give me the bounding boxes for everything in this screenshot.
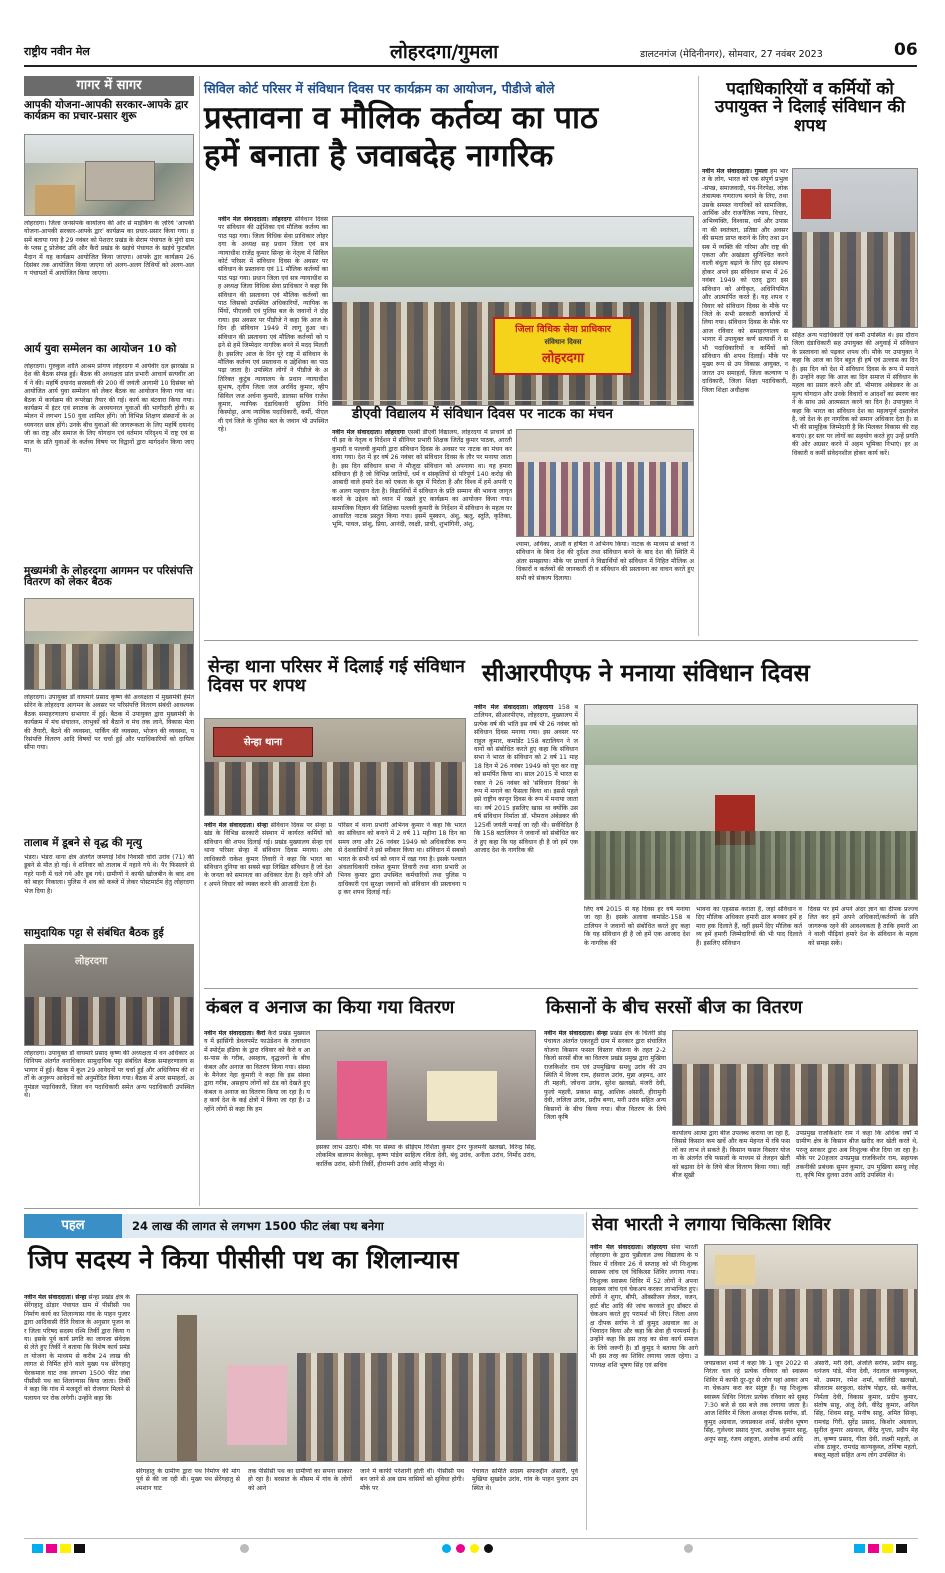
crpf-headline: सीआरपीएफ ने मनाया संविधान दिवस [482,658,810,687]
senha-body-text: संविधान दिवस पर सेन्हा प्रखंड के विभिन्न सरकारी संस्थान में कार्यरत कर्मियों को संविधान की शपथ दिलाई गई। प्रखंड मुख्यालय सेन्हा एवं थाना परिसर सेन्हा में संविधान दिवस मनाया। अंचलाधिकारी राकेश कुमार तिवारी ने कहा कि भारत का संविधान दुनिया का सबसे बड़ा लिखित संविधान है जो देश के जनता को समानता का अधिकार देता है। रहने जीने और अपने विचार को व्यक्त करने की आजादी देता है। [204,822,332,888]
brief-5-photo [24,944,194,1046]
sarson-body-text: प्रखंड क्षेत्र के चितरी डोड़ पंचायत अंतर्गत एकरहुटी ग्राम में सरकार द्वारा संचालित योजना किसान फसल विस्तार योजना के तहत 2-2 किलो सरसों बीज का वितरण प्रखंड प्रमुख द्वारा मुखिया राजकिशोर राम एवं उपमुखिया समधु उरांव की उपस्थिति में विजय राम, हंसराज उरांव, मुन्ना अहमद, आरती महली, जोधना उरांव, सुरेश खलखो, मंजरी देवी, फुलो महली, प्रकाश साहु, आशिक अंसारी, हीरामुनी देवी, ललिता उरांव, प्रदीप बग्गा, मनी उरांव सहित अन्य किसानों के बीच किया गया। बीज वितरण के लिये जिला कृषि [544,1030,666,1122]
lead-body-text: संविधान दिवस पर संविधान की उद्देशिका एवं मौलिक कर्तव्य का पाठ पढ़ा गया। जिला विधिक सेवा प्राधिकार लोहरदगा के अध्यक्ष सह प्रधान जिला एवं सत्र न्यायाधीश राजेंद्र कुमार सिन्हा के नेतृत्व में सिविल कोर्ट परिसर में संविधान दिवस के अवसर पर संविधान के प्रस्तावना एवं 11 मौलिक कर्तव्यों का पाठ पढ़ा गया। प्रधान जिला एवं सत्र न्यायाधीश सह अध्यक्ष जिला विधिक सेवा प्राधिकार ने कहा कि संविधान की प्रस्तावना एवं मौलिक कर्तव्यों का पाठ जिसको उपस्थित अधिकारियों, न्यायिक कर्मियों, पीएलवी एवं पुलिस बल के जवानों ने दोहराया। इस अवसर पर पीडीजे ने कहा कि आज के दिन ही संविधान 1949 में लागू हुआ था। संविधान की प्रस्तावना एवं मौलिक कर्तव्यों को पढ़ने से हमें जिम्मेदार नागरिक बनने में मदद मिलती है। इसलिए आज के दिन पूरे राष्ट्र में संविधान के मौलिक कर्तव्य एवं प्रस्तावना व उद्देशिका का पाठ पढ़ा जाता है। उपस्थित लोगों ने पीडीजे के अतिरिक्त कुटुंब न्यायालय के प्रधान न्यायाधीश सुभाष, तृतीय जिला जज अरविंद कुमार, व्हीप सिविल जज अर्चना कुमारी, डालसा सचिव राजेश कुमार, न्यायिक दंडाधिकारी सुप्रिया निधि किस्पोट्टा, अन्य न्यायिक पदाधिकारी, कर्मी, पीएलवी एवं जिले के पुलिस बल के जवान भी उपस्थित रहे। [218,216,328,434]
seva-photo [704,1244,918,1356]
dav-story [332,400,694,638]
pcc-photo [136,1294,578,1462]
reg-mark-black-right [896,1544,907,1553]
kambal-body-text: कैरो प्रखंड मुख्यालय में झांसिंगी डेवलपमेंट फाउंडेशन के तत्वाधान में स्पोर्ट्स इंडिया के द्वारा रविवार को कैरो व आस-पास के गरीब, असहाय, वृद्धजनों के बीच कंबल और अनाज का वितरण किया गया। संस्था के मैनेजर नेहा कुमारी ने कहा कि इस संस्था द्वारा गरीब, असहाय लोगों को ठंड को देखते हुए कंबल व अनाज का वितरण किया जा रहा है। यह कार्य देश के कई क्षेत्रों में किया जा रहा है। उन्होंने लोगों से कहा कि हम [204,1030,310,1113]
crpf-body-continued-1: लिए वर्ष 2015 से यह दिवस हर वर्ष मनाया जा रहा है। इसके अलावा कमांडेंट-158 बटालियन ने जवानों को संबोधित करते हुए कहा कि यह संविधान ही है जो हमें एक आजाद देश के नागरिक की [584,906,690,947]
mid-rule-2 [204,988,918,989]
dav-headline: डीएवी विद्यालय में संविधान दिवस पर नाटक का मंचन [352,406,613,422]
reg-mark-magenta-right [868,1544,879,1553]
seva-story [590,1212,918,1532]
crpf-body-continued-3: दिवस पर हमें अपने अंदर ज्ञान का दीपक प्रज्ज्वलित कर हमें अपने अधिकारों/कर्तव्यों के प्रति जागरूक रहने की आवश्यकता है ताकि हमारी आने वाली पीढ़ियां हमारे देश के संविधान के महत्व को समझ सकें। [808,906,918,947]
crpf-body-text: 158 बटालियन, सीआरपीएफ, लोहरदगा, मुख्यालय में प्रत्येक वर्ष की भांति इस वर्ष भी 26 नवंबर को संविधान दिवस मनाया गया। इस अवसर पर राहुल कुमार, कमांडेंट 158 बटालियन ने जवानों को संबोधित करते हुए कहा कि संविधान सभा ने भारत के संविधान को 2 वर्ष 11 माह 18 दिन में 26 नवंबर 1949 को पूरा कर राष्ट्र को समर्पित किया था। साल 2015 में भारत सरकार ने 26 नवंबर को 'संविधान दिवस' के रूप में मनाने का फैसला किया था। इससे पहले इसे राष्ट्रीय कानून दिवस के रूप में मनाया जाता था। वर्ष 2015 इसलिए खास था क्योंकि उस वर्ष संविधान निर्माता डॉ. भीमराव अंबेडकर की 125वीं जयंती मनाई जा रही थी। सर्वविदित है कि 158 बटालियन ने जवानों को संबोधित करते हुए कहा कि यह संविधान ही है जो हमें एक आजाद देश के नागरिक की [474,704,578,854]
senha-body-continued: परिसर में थाना प्रभारी अभिनव कुमार ने कहा कि भारत का संविधान को बनाने में 2 वर्ष 11 महीना 18 दिन का समय लगा और 26 नवंबर 1949 को अधिकारिक रूप से देशवासियों ने इसे स्वीकार किया था। संविधान में सबको भारत के सभी धर्म को ध्यान में रखा गया है। इसके पश्चात अंचलाधिकारी राकेश कुमार तिवारी तथा थाना प्रभारी अभिनव कुमार द्वारा उपस्थित कर्मचारियों तथा पुलिस पदाधिकारी एवं सुरक्षा जवानों को संविधान की प्रस्तावना पढ़ कर शपथ दिलाई गई। [338,822,466,897]
pcc-body-continued-4: पंचायत समिति सदस्य सफरुद्दीन अंसारी, पूर्व मुखिया सुखदेव उरांव, गांव के पाहन पुजार उपस्थित थे। [472,1468,578,1492]
oath-body-a-text: हम भारत के लोग, भारत को एक संपूर्ण प्रभुत्व-संपन्न, समाजवादी, पंथ-निरपेक्ष, लोकतंत्रात्मक गणराज्य बनाने के लिए, तथा उसके समस्त नागरिकों को सामाजिक, आर्थिक और राजनैतिक न्याय, विचार, अभिव्यक्ति, विश्वास, धर्म और उपासना की स्वतंत्रता, प्रतिष्ठा और अवसर की समता प्राप्त कराने के लिए तथा उन सब में व्यक्ति की गरिमा और राष्ट्र की एकता और अखंडता सुनिश्चित करने वाली बंधुता बढ़ाने के लिए दृढ़ संकल्प होकर अपने इस संविधान सभा में 26 नवंबर 1949 को एतद् द्वारा इस संविधान को अंगीकृत, अधिनियमित और आत्मार्पित करते हैं। यह शपथ रविवार को संविधान दिवस के मौके पर जिले के सभी सरकारी कार्यालयों में लिया गया। संविधान दिवस के मौके पर आज रविवार को समाहरणालय सभागार में उपायुक्त कर्ण सत्यार्थी ने सभी पदाधिकारियों व कर्मियों को संविधान की शपथ दिलाई। मौके पर मुख्य रूप से उप विकास आयुक्त, नजारत उप समाहर्ता, जिला कल्याण पदाधिकारी, जिला शिक्षा पदाधिकारी, जिला शिक्षा अधीक्षक [702,168,788,394]
lead-photo-banner [493,317,633,375]
pcc-dateline: नवीन मेल संवाददाता। सेन्हा [24,1294,87,1301]
banner-line-3: लोहरदगा [542,351,584,366]
reg-dot-2 [442,1544,451,1553]
registration-bar [24,1538,918,1556]
kambal-headline: कंबल व अनाज का किया गया वितरण [206,997,455,1018]
brief-1-photo [24,134,194,216]
lower-rule [24,1208,918,1209]
masthead [0,0,945,74]
senha-body [204,822,332,982]
left-column-kicker: गागर में सागर [24,76,194,96]
seva-body-continued-1: जयप्रकाश शर्मा ने कहा कि 1 जून 2022 से निरंतर चल रहे प्रत्येक रविवार को स्वास्थ्य शिविर में काफी दूर-दूर से लोग यहां आकर अपना चेकअप करा कर संतुष्ट हैं। यह निःशुल्क स्वास्थ्य शिविर निरंतर प्रत्येक रविवार को सुबह 7:30 बजे से दस बजे तक लगाया जाता है। आज शिविर में जिला अध्यक्ष दीपक सर्राफ, डॉ. कुमुद अग्रवाल, जयप्रकाश शर्मा, संजीव भूषण सिंह, गुलेश्वर प्रसाद गुप्ता, अशोक कुमार साहू, अनूप साहू, रंजय आहूजा, अलोक शर्मा आदि [704,1360,808,1443]
reg-mark-yellow [60,1544,71,1553]
senha-story [204,644,466,984]
reg-dot-1 [240,1544,249,1553]
lead-photo [332,216,694,406]
kambal-caption: इसका लाभ उठाएं। मौके पर संस्था के सीईएम रिशिता कुमार ट्रेनर फुलमनी खलखो, विरेन्द्र सिंह, लोकमित्र बालगम केरकेट्टा, कृष्ण पांडेय साहित्य रविता देवी, बंधु उरांव, अनीता उरांव, निर्मोद उरांव, कार्तिक उरांव, सोनी तिर्की, हीरामनी उरांव आदि मौजूद थे। [316,1144,536,1168]
lead-headline-line-2: हमें बनाता है जवाबदेह नागरिक [204,138,554,174]
lead-kicker: सिविल कोर्ट परिसर में संविधान दिवस पर कार्यक्रम का आयोजन, पीडीजे बोले [204,81,555,96]
lead-headline-line-1: प्रस्तावना व मौलिक कर्तव्य का पाठ [204,100,599,136]
sarson-dateline: नवीन मेल संवाददाता। सेन्हा [544,1030,608,1037]
lead-body [218,216,328,476]
banner-line-2: संविधान दिवस [544,337,582,346]
dav-body-text: एसबी डीएवी विद्यालय, लोहरदगा में प्राचार्य डॉ पी झा के नेतृत्व व निर्देशन में सीनियर प्रभारी शिक्षक जितेंद्र कुमार पाठक, आरती कुमारी व पल्लवी कुमारी द्वारा संविधान दिवस के अवसर पर नाटक का मंचन करवाया गया। देश में हर वर्ष 26 नवंबर को संविधान दिवस के तौर पर मनाया जाता है। इस दिन संविधान सभा ने मौजूदा संविधान को अपनाया था। यह हमारा संविधान ही है जो विभिन्न जातियों, धर्म व संस्कृतियों से परिपूर्ण 140 करोड़ की आबादी वाले हमारे देश को एकता के सूत्र में पिरोता है और विश्व में हमें अपनी एक अलग पहचान देता है। विद्यार्थियों में संविधान के प्रति सम्मान की भावना जागृत करने के उद्देश्य को ध्यान में रखते हुए कार्यक्रम का आयोजन किया गया। सामाजिक विज्ञान की शिक्षिका पल्लवी कुमारी के निर्देशन में संविधान के महत्व पर आधारित नाटक प्रस्तुत किया गया। इसमें मुस्कान, अंशु, ऋतु, स्तुति, कृतिका, भूमि, पायल, प्रांशु, प्रिया, आनंदी, रवक्षी, प्राची, शुभांगिनी, अंशु, [332,429,512,529]
seva-headline: सेवा भारती ने लगाया चिकित्सा शिविर [592,1215,831,1235]
sarson-body [544,1030,666,1202]
crpf-story [474,644,918,984]
pcc-headline: जिप सदस्य ने किया पीसीसी पथ का शिलान्यास [28,1245,459,1274]
dav-photo [516,429,694,537]
pcc-tag: पहल [24,1214,122,1238]
crpf-photo [584,704,918,900]
senha-photo-sign: सेन्हा थाना [243,737,283,748]
senha-dateline: नवीन मेल संवाददाता। सेन्हा [204,822,268,829]
pcc-body-continued-1: सेरेंगहातु के ग्रामीण द्वारा पथ निर्माण की मांग पूर्व से की जा रही थी। मुख्य पथ सेरेंगहातु से श्मशान घाट [136,1468,240,1492]
left-column [24,76,194,1206]
senha-headline: सेन्हा थाना परिसर में दिलाई गई संविधान दिवस पर शपथ [208,657,465,696]
reg-dot-3 [456,1544,465,1553]
pcc-body-continued-3: जाने में काफी परेशानी होती थी। पीसीसी पथ बन जाने से अब ग्राम वासियों को सुविधा होगी। मौके पर [360,1468,464,1492]
seva-dateline: नवीन मेल संवाददाता। लोहरदगा [590,1244,668,1251]
brief-5-photo-sign: लोहरदगा [75,956,108,967]
lower-divider [586,1212,587,1530]
oath-headline: पदाधिकारियों व कर्मियों को उपायुक्त ने दिलाई संविधान की शपथ [715,79,905,136]
brief-4-body: भंडरा। भंडरा थाना क्षेत्र अंतर्गत जमगाई शिव निवासी चोरो उरांव (71) की डूबने से मौत हो गई। वे शनिवार को तालाब में नहाने गये थे। पैर फिसलने से गहरे पानी में चले गये और डूब गये। ग्रामीणों ने काफी खोजबीन के बाद शव को बाहर निकाला। पुलिस ने शव को कब्जे में लेकर पोस्टमार्टम हेतु लोहरदगा भेज दिया है। [24,854,194,895]
brief-5-headline: सामुदायिक पट्टा से संबंधित बैठक हुई [24,927,164,939]
crpf-body-continued-2: भावना का एहसास कराता है, जहां संविधान व दिए मौलिक अधिकार हमारी ढाल बनकर हमें हमारा हक दिलाते हैं, वहीं इसमें दिए मौलिक कर्तव्य हमें हमारी जिम्मेदारियों की भी याद दिलाते हैं। इसलिए संविधान [696,906,802,947]
oath-photo [792,168,918,328]
pcc-body [24,1294,130,1530]
sarson-photo [672,1030,918,1126]
reg-mark-yellow-right [882,1544,893,1553]
kambal-photo [316,1030,536,1140]
brief-3-body: लोहरदगा। उपायुक्त डॉ वाघमारे प्रसाद कृष्ण की अध्यक्षता में मुख्यमंत्री हेमंत सोरेन के लोहरदगा आगमन के अवसर पर परिसंपत्ति वितरण संबंधी आवश्यक बैठक समाहरणालय सभागार में हुई। बैठक में उपायुक्त द्वारा मुख्यमंत्री के कार्यक्रम में मंच संचालन, लाभुकों को बैठाने व मंच तक लाने, विकास मेला की तैयारी, बैठने की व्यवस्था, पार्किंग की व्यवस्था, भोजन की व्यवस्था, परिसंपत्ति वितरण आदि विषयों पर चर्चा हुई और पदाधिकारियों को दायित्व सौंपा गया। [24,694,194,752]
page-number: 06 [894,40,918,60]
pcc-body-text: सेन्हा प्रखंड क्षेत्र के सेरेंगहातु ढोड़ार पंचायत ग्राम में पीसीसी पथ निर्माण कार्य का शिलान्यास गांव के पाहन पुजार द्वारा आदिवासी रीति रिवाज के अनुसार पूजन कर जिला परिषद सदस्य रश्मि तिर्की द्वारा किया गया। इसके पूर्व कार्य प्रगति का जायजा संवेदक से लेते हुए तिर्की ने बताया कि विशेष कार्य प्रमंडल योजना के माध्यम से करीब 24 लाख की लागत से निर्मित होने वाले मुख्य पथ सेरेंगहातु चेरकमाल घाट तक लगभग 1500 फीट लंबा पीसीसी पथ का शिलान्यास किया जाता। तिर्की ने कहा कि गांव में मजदूरों को रोजगार मिलने से पलायन पर रोक लगेगी। उन्होंने कहा कि [24,1294,130,1402]
brief-3-photo [24,598,194,690]
section-title: लोहरदगा/गुमला [390,41,499,63]
seva-body-text: सेवा भारती लोहरदगा के द्वारा पुन्नीलाल उच्च विद्यालय के परिसर में रविवार 26 वें सप्ताह को भी निःशुल्क स्वास्थ्य जांच एवं चिकित्सा शिविर लगाया गया। निःशुल्क स्वास्थ्य शिविर में 52 लोगों ने अपना स्वास्थ्य जांच एवं चेकअप करकर लाभान्वित हुए। लोगों ने शुगर, बीपी, ऑक्सीजन लेवल, वजन, हार्ट बीट आदि की जांच करवाते हुए डॉक्टर से चेकअप करते हुए परामर्श भी लिए। जिला अध्यक्ष दीपक सर्राफ ने डॉ कुमुद अग्रवाल का अभिवादन किया और कहा कि सेवा ही परमधर्म है। उन्होंने कहा कि इस तरह का सेवा कार्य समाज के लिये जरूरी है। डॉ कुमुद ने बताया कि आगे भी इस तरह का शिविर लगाया जाता रहेगा। उपाध्यक्ष शशि भूषण सिंह एवं सचिव [590,1244,698,1369]
brief-1-headline: आपकी योजना-आपकी सरकार-आपके द्वार कार्यक्रम का प्रचार-प्रसार शुरू [24,99,189,123]
banner-line-1: जिला विधिक सेवा प्राधिकार [515,324,611,335]
oath-story [702,76,918,636]
crpf-dateline: नवीन मेल संवाददाता। लोहरदगा [474,704,554,711]
mid-rule-1 [204,640,918,641]
dav-dateline: नवीन मेल संवाददाता। लोहरदगा [332,429,405,436]
dateline: डालटनगंज (मेदिनीनगर), सोमवार, 27 नवंबर 2023 [640,49,823,60]
seva-body [590,1244,698,1528]
reg-mark-magenta [46,1544,57,1553]
seva-body-continued-2: अंसारी, मरी देवी, अंजलि सर्राफ, प्रदीप साहु, धनंजय पांडे, मीना देवी, नंदलाल कान्यकुब्ज, मो. उस्मान, रमेश शर्मा, कालिंदी खलखो, सीताराम सरफुला, संतोष पोद्दार, सो. कनीज, निर्मला देवी, विकास कुमार, प्रदीप कुमार, संतोष साहू, अंजू देवी, वीरेंद्र कुमार, अनिल सिंह, शिवम साहू, मनीष साहू, अमित सिन्हा, रामचंद्र गिरी, सुरेंद्र प्रसाद, किशोर अग्रवाल, सुनील कुमार अग्रवाल, वीरेंद्र गुप्ता, प्रदीप मेहता, कृष्णा प्रसाद, गीता देवी, लक्ष्मी महतो, अशोक ठाकुर, रामचंद्र कान्यकुब्ज, तनिषा महतो, बबलू महतो सहित अन्य लोग उपस्थित थे। [814,1360,918,1460]
sarson-headline: किसानों के बीच सरसों बीज का वितरण [546,997,803,1018]
sarson-body-continued-1: कार्यालय आत्मा द्वारा बीज उपलब्ध कराया जा रहा है, जिससे किसान कम खर्चे और कम मेहनत में रबि फसलों का लाभ ले सकते हैं। किसान फसल विस्तार योजना के अंतर्गत रबि फसलों के माध्यम से तेलहन खेती को बढ़ावा देने के लिये बीज वितरण किया गया। वहीं बीज सूखी [672,1130,790,1180]
oath-body-a [702,168,788,628]
sarson-body-continued-2: उपप्रमुख राजकिशोर राम ने कहा कि अधिक वर्षों में ग्रामीण क्षेत्र के किसान बीज खरीद कर खेती करते थे, परन्तु सरकार द्वारा अब निःशुल्क बीज दिया जा रहा है। मौके पर 20हजार उपप्रमुख राजकिशोर राम, सहायक तकनीकी प्रबंधक सुमन कुमार, उप मुखिया समधु लोहरा, कृषि मित्र दुलवा उरांव आदि उपस्थित थे। [796,1130,918,1180]
brief-3-headline: मुख्यमंत्री के लोहरदगा आगमन पर परिसंपत्ति वितरण को लेकर बैठक [24,565,193,589]
kambal-body [204,1030,310,1202]
kambal-dateline: नवीन मेल संवाददाता। कैरो [204,1030,266,1037]
masthead-rule [24,65,917,67]
brief-1-body: लोहरदगा। जिला जनसंपर्क कार्यालय की ओर से माईकिंग के ज़रिये 'आपकी योजना-आपकी सरकार-आपके द्वार' कार्यक्रम का प्रचार-प्रसार किया गया। इसमें बताया गया है 29 नवंबर को पेशरार प्रखंड के सेराम पंचायत के मुंगो ग्राम के प्लस टू प्रोजेक्ट उवि और कैरो प्रखंड के खड़ंचे पंचायत के खड़ंचे फुटबॉल मैदान में यह कार्यक्रम आयोजित किया जाएगा। आपके द्वार कार्यक्रम 26 दिसंबर तक आयोजित किया जाएगा जो अलग-अलग तिथियों को अलग-अलग पंचायतों में आयोजित किया जाएगा। [24,220,194,278]
reg-dot-5 [484,1544,493,1553]
brief-2-headline: आर्य युवा सम्मेलन का आयोजन 10 को [24,343,177,355]
oath-body-b: सहित अन्य पदाधिकारी एवं कर्मी उपस्थित थे। इस दौरान जिला दंडाधिकारी सह उपायुक्त की अगुवाई में संविधान के प्रस्तावना को पढ़कर शपथ ली। मौके पर उपायुक्त ने कहा कि आज का दिन बहुत ही हर्ष एवं उल्लास का दिन है। इस दिन को देश में संविधान दिवस के रूप में मनाते हैं। उन्होंने कहा कि आज का दिन समाज में संविधान के महत्व का प्रसार करने और डॉ. भीमराव अंबेडकर के अमूल्य योगदान और उनके विचारों व आदर्शों का स्मरण करने के साथ उसे आत्मसात करने का दिन है। उपायुक्त ने कहा कि भारत का संविधान देश का महत्वपूर्ण दस्तावेज है, जो देश के हर नागरिक को समान अधिकार देता है। सभी की सामूहिक जिम्मेदारी है कि मिलकर विकास की राह बनाएं। हर स्तर पर लोगों का सहयोग करते हुए उन्हें प्रगति की ओर अग्रसर करने में अहम भूमिका निभाएं। हर अधिकारी व कर्मी संवेदनशील होकर कार्य करें। [792,332,918,457]
reg-mark-black [74,1544,85,1553]
paper-logo: राष्ट्रीय नवीन मेल [24,45,90,58]
reg-dot-6 [684,1544,693,1553]
dav-body [332,429,512,633]
lead-dateline: नवीन मेल संवाददाता। लोहरदगा [218,216,292,223]
sarson-story [544,992,918,1204]
brief-4-headline: तालाब में डूबने से वृद्ध की मृत्यु [24,837,142,849]
reg-mark-cyan [32,1544,43,1553]
pcc-story [24,1212,584,1532]
oath-dateline: नवीन मेल संवाददाता। गुमला [702,168,768,175]
brief-5-body: लोहरदगा। उपायुक्त डॉ वाघमारे प्रसाद कृष्ण की अध्यक्षता में वन अधिकार अधिनियम अंतर्गत वनाधिकार सामुदायिक पट्टा संबंधित बैठक समाहरणालय सभागार में हुई। बैठक में कुल 29 आवेदनों पर चर्चा हुई और अधिनियम की शर्तों के अनुरूप आवेदनों को अनुमोदित किया गया। बैठक में अपर समाहर्ता, अनुमंडल पदाधिकारी, जिला वन पदाधिकारी समेत अन्य पदाधिकारी उपस्थित थे। [24,1050,194,1100]
dav-body-continued: श्यामा, अविका, आशी व हर्षिता ने अभिनय किया। नाटक के माध्यम से बच्चों ने संविधान के बिना देश की दुर्दशा तथा संविधान बनने के बाद देश की स्थिति में अंतर समझाया। मौके पर प्राचार्य ने विद्यार्थियों को संविधान में निहित मौलिक अधिकारों व कर्तव्यों की जानकारी दी व संविधान की प्रस्तावना का वाचन करते हुए सभी को संकल्प दिलाया। [516,541,694,582]
kambal-story [204,992,536,1204]
reg-mark-cyan-right [854,1544,865,1553]
pcc-kicker: 24 लाख की लागत से लगभग 1500 फीट लंबा पथ बनेगा [132,1219,384,1233]
senha-photo [204,718,466,816]
crpf-body [474,704,578,982]
pcc-body-continued-2: तक पीसीसी पथ का ग्रामीणों का सपना साकार हो रहा है। बरसात के मौसम में गांव के लोगों को आने [248,1468,352,1492]
left-column-divider [199,76,200,1206]
reg-dot-4 [470,1544,479,1553]
brief-2-body: लोहरदगा। गुरुकुल शांति आश्रम प्रांगण लोहरदगा में आर्यवीर दल झारखंड प्रदेश की बैठक संपन्न हुई। बैठक की अध्यक्षता प्रांत प्रभारी आचार्य सत्यवीर आर्य ने की। महर्षि दयानंद सरस्वती की 200 वीं जयंती आगामी 10 दिसंबर को आयोजित आर्य युवा सम्मेलन को लेकर बैठक का आयोजन किया गया था। बैठक में कार्यक्रम की रूपरेखा तैयार की गई। कार्य का बंटवारा किया गया। कार्यक्रम में इंटर एवं स्नातक के अध्ययनरत युवाओं की भागीदारी होगी। सम्मेलन में लगभग 150 युवा शामिल होंगे। जो विभिन्न शिक्षण संस्थानों के अध्ययनरत छात्र होंगे। उनके बीच युवाओं की जागरूकता के लिए महर्षि दयानंद जी का राष्ट्र और समाज के लिए योगदान एवं वर्तमान परिदृश्य में राष्ट्र एवं समाज के प्रति युवाओं के कर्तव्य विषय पर विद्वानों द्वारा मार्गदर्शन किया जाएगा। [24,363,194,455]
right-column-divider [698,76,699,636]
